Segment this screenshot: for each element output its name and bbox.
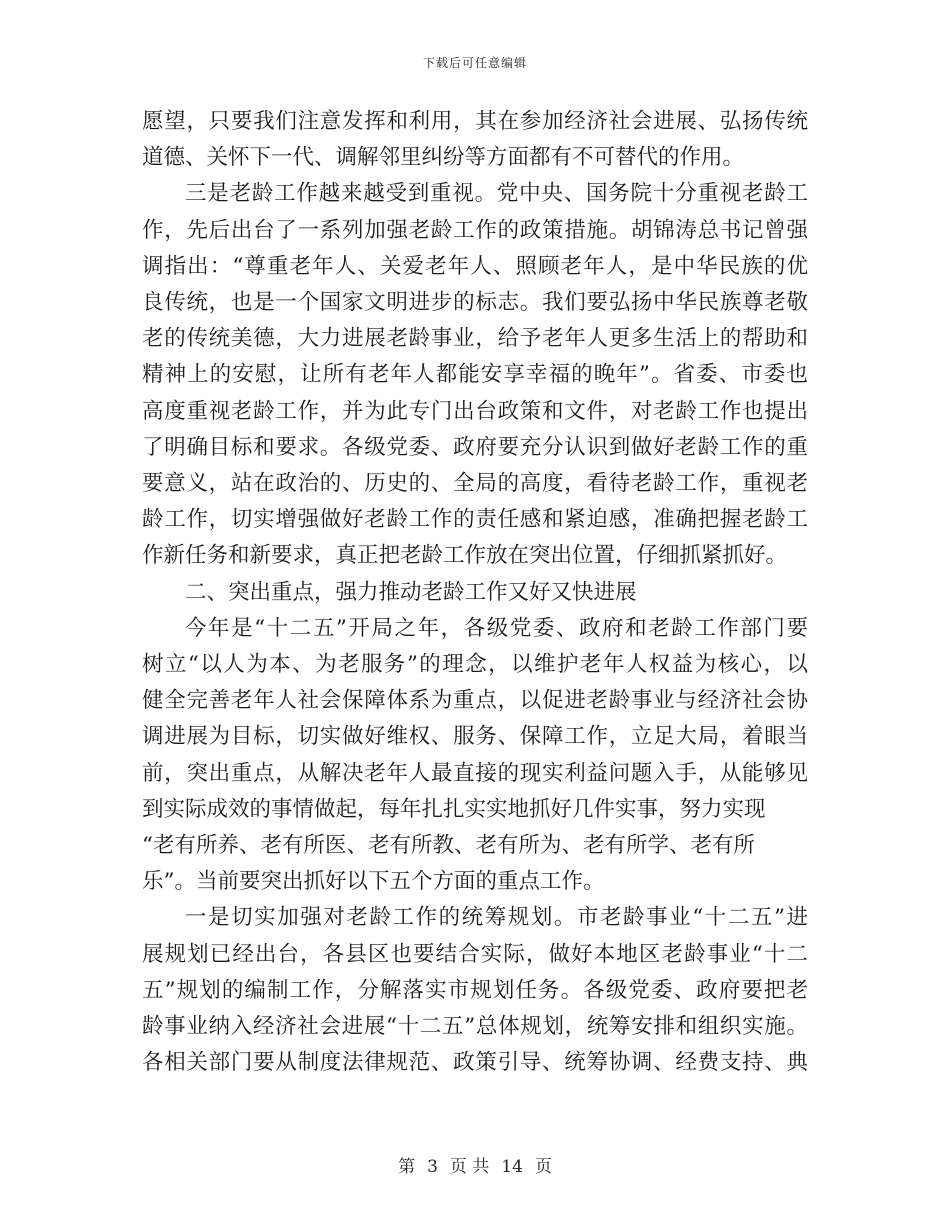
footer-prefix: 第 bbox=[398, 1157, 416, 1177]
section-heading bbox=[142, 575, 808, 611]
text-line: 高度重视老龄工作，并为此专门出台政策和文件，对老龄工作也提出 bbox=[142, 398, 808, 424]
current-page-number: 3 bbox=[427, 1157, 438, 1177]
paragraph-1 bbox=[142, 104, 808, 176]
text-line: 良传统，也是一个国家文明进步的标志。我们要弘扬中华民族尊老敬 bbox=[142, 290, 808, 316]
text-line: 龄事业纳入经济社会进展“十二五”总体规划，统筹安排和组织实施。 bbox=[142, 1014, 808, 1040]
text-line: 调进展为目标，切实做好维权、服务、保障工作，立足大局，着眼当 bbox=[142, 724, 808, 750]
text-line: 了明确目标和要求。各级党委、政府要充分认识到做好老龄工作的重 bbox=[142, 434, 808, 460]
text-line: 道德、关怀下一代、调解邻里纠纷等方面都有不可替代的作用。 bbox=[142, 145, 745, 171]
text-line: 老的传统美德，大力进展老龄事业，给予老年人更多生活上的帮助和 bbox=[142, 326, 808, 352]
text-line: 调指出：“尊重老年人、关爱老年人、照顾老年人，是中华民族的优 bbox=[142, 253, 808, 279]
text-line: 今年是“十二五”开局之年，各级党委、政府和老龄工作部门要 bbox=[185, 615, 808, 641]
text-line: 二、突出重点，强力推动老龄工作又好又快进展 bbox=[185, 579, 637, 605]
text-line: “老有所养、老有所医、老有所教、老有所为、老有所学、老有所 bbox=[142, 833, 755, 859]
text-line: 一是切实加强对老龄工作的统筹规划。市老龄事业“十二五”进 bbox=[185, 905, 808, 931]
text-line: 展规划已经出台，各县区也要结合实际，做好本地区老龄事业“十二 bbox=[142, 941, 808, 967]
text-line: 作，先后出台了一系列加强老龄工作的政策措施。胡锦涛总书记曾强 bbox=[142, 217, 808, 243]
text-line: 前，突出重点，从解决老年人最直接的现实利益问题入手，从能够见 bbox=[142, 760, 808, 786]
text-line: 精神上的安慰，让所有老年人都能安享幸福的晚年”。省委、市委也 bbox=[142, 362, 808, 388]
text-line: 健全完善老年人社会保障体系为重点，以促进老龄事业与经济社会协 bbox=[142, 688, 808, 714]
paragraph-2 bbox=[142, 176, 808, 574]
text-line: 树立“以人为本、为老服务”的理念，以维护老年人权益为核心，以 bbox=[142, 652, 808, 678]
text-line: 各相关部门要从制度法律规范、政策引导、统筹协调、经费支持、典 bbox=[142, 1050, 808, 1076]
paragraph-3 bbox=[142, 611, 808, 901]
footer-suffix: 页 bbox=[534, 1157, 552, 1177]
text-line: 愿望，只要我们注意发挥和利用，其在参加经济社会进展、弘扬传统 bbox=[142, 109, 808, 134]
text-line: 作新任务和新要求，真正把老龄工作放在突出位置，仔细抓紧抓好。 bbox=[142, 543, 788, 569]
text-line: 乐”。当前要突出抓好以下五个方面的重点工作。 bbox=[142, 869, 605, 895]
page-footer bbox=[0, 1152, 950, 1177]
document-body bbox=[142, 104, 808, 1081]
total-page-count: 14 bbox=[501, 1157, 523, 1177]
paragraph-4 bbox=[142, 900, 808, 1081]
text-line: 到实际成效的事情做起，每年扎扎实实地抓好几件实事，努力实现 bbox=[142, 796, 766, 822]
text-line: 龄工作，切实增强做好老龄工作的责任感和紧迫感，准确把握老龄工 bbox=[142, 507, 808, 533]
text-line: 五”规划的编制工作，分解落实市规划任务。各级党委、政府要把老 bbox=[142, 977, 808, 1003]
page-header: 下载后可任意编辑 bbox=[422, 56, 527, 70]
text-line: 要意义，站在政治的、历史的、全局的高度，看待老龄工作，重视老 bbox=[142, 471, 808, 497]
footer-middle: 页 共 bbox=[449, 1157, 490, 1177]
text-line: 三是老龄工作越来越受到重视。党中央、国务院十分重视老龄工 bbox=[185, 181, 808, 207]
